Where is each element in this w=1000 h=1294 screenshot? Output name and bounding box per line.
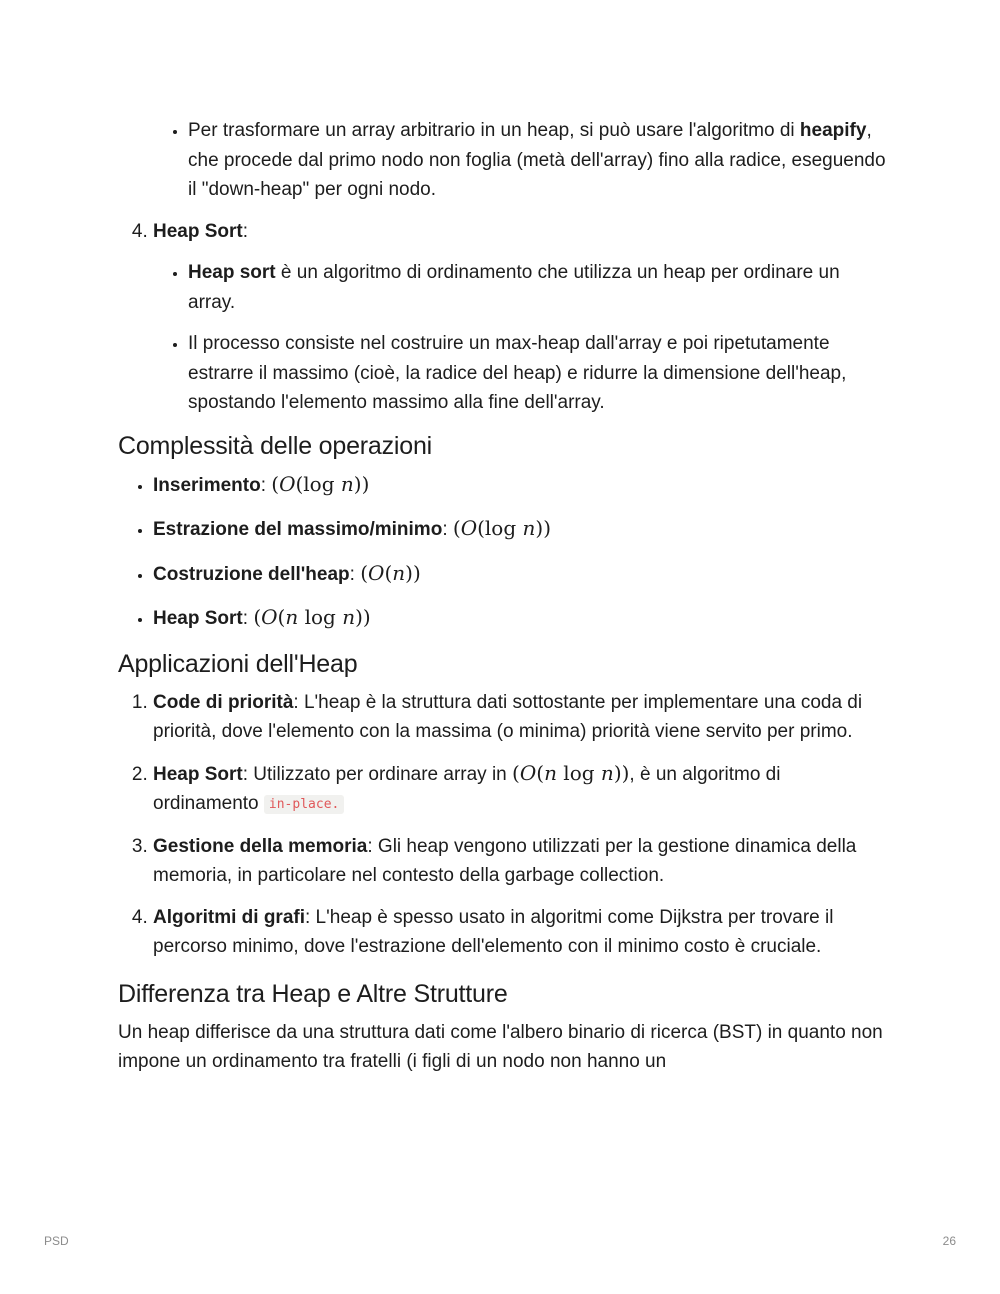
heapify-bullet-list	[118, 116, 888, 205]
complexity-heading: Complessità delle operazioni	[118, 431, 433, 460]
inline-code: in-place.	[264, 795, 344, 814]
formula: (O(n log n))	[512, 760, 630, 785]
applications-list	[118, 688, 888, 962]
heapify-bullet	[188, 116, 888, 205]
page-number: 26	[942, 1234, 956, 1248]
complexity-item: • Costruzione dell'heap: (O(n))	[153, 559, 888, 590]
heap-sort-section	[118, 217, 888, 418]
bullet-bold: heapify	[799, 120, 867, 141]
differences-heading: Differenza tra Heap e Altre Strutture	[118, 979, 508, 1008]
formula: (O(log n))	[452, 516, 551, 540]
application-item: 3. Gestione della memoria: Gli heap vengono utilizzati per la gestione dinamica della memoria, in particolare nel contesto della garbage collection.	[153, 832, 888, 891]
bullet-text: , che procede dal primo nodo non foglia (metà dell'array) fino alla radice, eseguendo il "down-heap" per ogni nodo.	[188, 120, 886, 200]
formula: (O(n log n))	[253, 605, 371, 629]
complexity-list	[118, 470, 888, 634]
item-title: Heap Sort	[153, 220, 243, 242]
heap-sort-bullet: • Il processo consiste nel costruire un max-heap dall'array e poi ripetutamente estrarre il massimo (cioè, la radice del heap) e ridurre la dimensione dell'heap, spostando l'elemento massimo alla fine dell'array.	[188, 329, 888, 418]
formula: (O(log n))	[271, 471, 370, 496]
application-item: 1. Code di priorità: L'heap è la struttura dati sottostante per implementare una coda di priorità, dove l'elemento con la massima (o minima) priorità viene servito per primo.	[153, 688, 888, 747]
complexity-item: • Estrazione del massimo/minimo: (O(log n))	[153, 514, 888, 545]
heap-sort-item: 4. Heap Sort: • Heap sort è un algoritmo di ordinamento che utilizza un heap per ordinare un array. • Il processo consiste nel costruire un max-heap dall'array e poi ripetutamente estrarre il massimo (cioè, la radice del heap) e ridurre la dimensione dell'heap, spostando l'elemento massimo alla fine dell'array.	[153, 217, 888, 418]
applications-heading: Applicazioni dell'Heap	[118, 649, 358, 678]
heap-sort-bullet: • Heap sort è un algoritmo di ordinamento che utilizza un heap per ordinare un array.	[188, 258, 888, 317]
application-item: 4. Algoritmi di grafi: L'heap è spesso usato in algoritmi come Dijkstra per trovare il percorso minimo, dove l'estrazione dell'elemento con il minimo costo è cruciale.	[153, 903, 888, 962]
application-item: 2. Heap Sort: Utilizzato per ordinare array in (O(n log n)), è un algoritmo di ordinamento in-place.	[153, 759, 888, 820]
footer-left: PSD	[44, 1234, 69, 1248]
heap-sort-bullets	[153, 258, 888, 418]
formula: (O(n))	[360, 560, 421, 585]
differences-paragraph: Un heap differisce da una struttura dati come l'albero binario di ricerca (BST) in quanto non impone un ordinamento tra fratelli (i figli di un nodo non hanno un	[118, 1021, 883, 1072]
bullet-text: Per trasformare un array arbitrario in un heap, si può usare l'algoritmo di	[188, 120, 800, 141]
complexity-item: • Heap Sort: (O(n log n))	[153, 603, 888, 634]
complexity-item: • Inserimento: (O(log n))	[153, 470, 888, 501]
page-content	[118, 116, 888, 1077]
